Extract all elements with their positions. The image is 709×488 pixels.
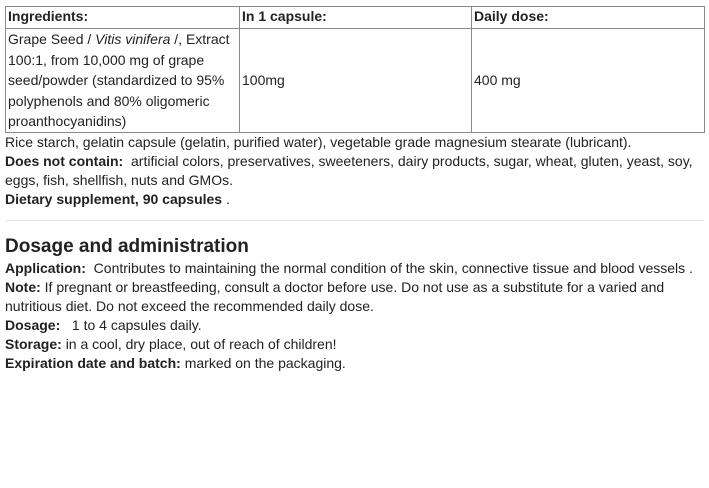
dosage-text: 1 to 4 capsules daily.	[71, 316, 202, 333]
expiration-label: Expiration date and batch:	[5, 354, 181, 371]
table-header-row	[6, 7, 705, 29]
does-not-contain-label: Does not contain:	[5, 152, 124, 169]
note	[5, 278, 704, 316]
note-text: If pregnant or breastfeeding, consult a doctor before use. Do not use as a substitute for a varied and nutritious diet. Do not exceed the recommended daily dose.	[5, 278, 665, 314]
daily-dose-value: 400 mg	[472, 29, 705, 133]
product-info-page	[5, 6, 704, 373]
other-ingredients: Rice starch, gelatin capsule (gelatin, purified water), vegetable grade magnesium stearate (lubricant).	[5, 133, 632, 150]
dietary-suffix: .	[222, 190, 230, 207]
ingredient-suffix: /, Extract 100:1, from 10,000 mg of grape seed/powder (standardized to 95% polyphenols and 80% oligomeric proanthocyanidins)	[8, 31, 230, 129]
dosage-section-title: Dosage and administration	[5, 235, 249, 257]
dosage-label: Dosage:	[5, 316, 61, 333]
application-text: Contributes to maintaining the normal condition of the skin, connective tissue and blood vessels .	[93, 259, 693, 276]
section-divider	[5, 220, 704, 221]
dosage	[5, 316, 704, 335]
header-ingredients: Ingredients:	[6, 7, 240, 29]
ingredient-description	[6, 29, 240, 133]
ingredients-table	[5, 6, 705, 133]
does-not-contain	[5, 152, 704, 190]
storage-text: in a cool, dry place, out of reach of children!	[65, 335, 337, 352]
per-capsule-value: 100mg	[240, 29, 472, 133]
does-not-contain-text: artificial colors, preservatives, sweeteners, dairy products, sugar, wheat, gluten, yeast, soy, eggs, fish, shellfish, nuts and GMOs.	[5, 152, 693, 188]
storage	[5, 335, 704, 354]
ingredient-prefix: Grape Seed /	[8, 31, 92, 47]
application-label: Application:	[5, 259, 86, 276]
expiration-text: marked on the packaging.	[184, 354, 346, 371]
header-daily-dose: Daily dose:	[472, 7, 705, 29]
table-row	[6, 29, 705, 133]
dietary-label: Dietary supplement, 90 capsules	[5, 190, 223, 207]
application	[5, 259, 704, 278]
ingredient-latin-name: Vitis vinifera	[95, 31, 171, 47]
header-per-capsule: In 1 capsule:	[240, 7, 472, 29]
dietary-supplement	[5, 190, 704, 209]
note-label: Note:	[5, 278, 41, 295]
expiration	[5, 354, 704, 373]
storage-label: Storage:	[5, 335, 62, 352]
